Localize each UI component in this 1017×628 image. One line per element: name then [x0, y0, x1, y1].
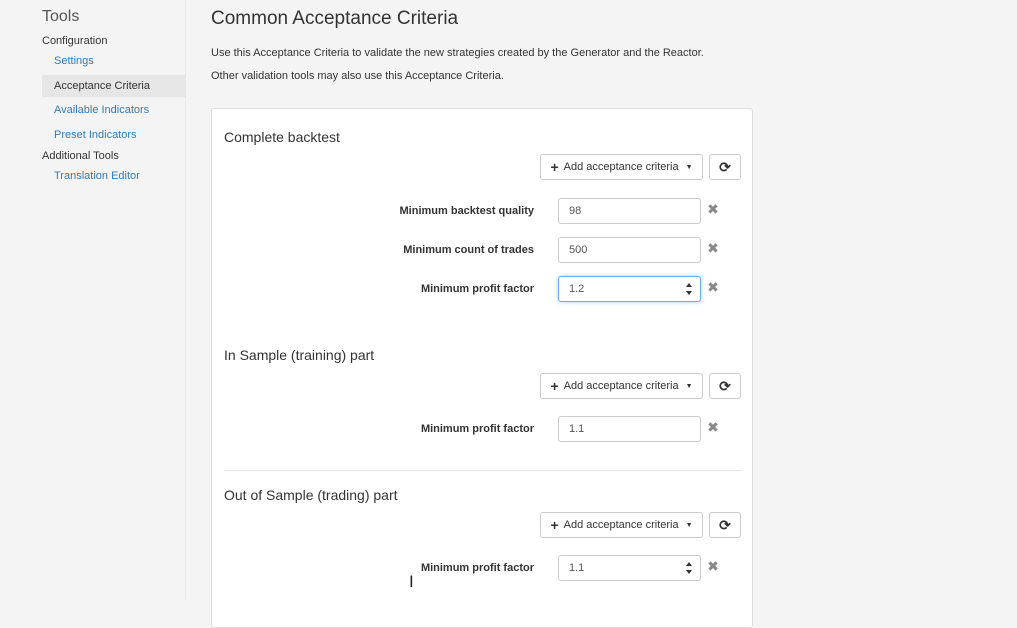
add-criteria-label: Add acceptance criteria	[563, 161, 679, 173]
text-cursor-icon: I	[409, 572, 414, 591]
remove-icon[interactable]: ✖	[707, 419, 719, 435]
criteria-label-profit-factor: Minimum profit factor	[420, 283, 534, 295]
oos-profit-factor-value: 1.1	[569, 562, 585, 574]
section-title-out-of-sample: Out of Sample (trading) part	[224, 487, 398, 503]
plus-icon: +	[550, 517, 559, 533]
criteria-label-backtest-quality: Minimum backtest quality	[399, 205, 534, 217]
refresh-button-out-of-sample[interactable]	[709, 512, 741, 538]
section-title-in-sample: In Sample (training) part	[224, 347, 375, 363]
sidebar-item-translation-editor[interactable]: Translation Editor	[54, 170, 140, 182]
add-criteria-button-out-of-sample[interactable]	[540, 512, 703, 538]
add-criteria-label: Add acceptance criteria	[563, 380, 679, 392]
section-divider	[224, 470, 742, 471]
caret-down-icon: ▼	[685, 163, 693, 171]
criteria-label-count-of-trades: Minimum count of trades	[403, 244, 534, 256]
sidebar-group-additional-tools: Additional Tools	[42, 150, 119, 162]
criteria-label-is-profit-factor: Minimum profit factor	[420, 423, 534, 435]
page-title: Common Acceptance Criteria	[211, 8, 459, 29]
sidebar-item-available-indicators[interactable]: Available Indicators	[54, 104, 150, 116]
add-criteria-label: Add acceptance criteria	[563, 519, 679, 531]
remove-icon[interactable]: ✖	[707, 240, 719, 256]
plus-icon: +	[550, 378, 559, 394]
sidebar-item-acceptance-criteria[interactable]: Acceptance Criteria	[42, 75, 186, 97]
sidebar-group-configuration: Configuration	[42, 35, 108, 47]
description-line-1: Use this Acceptance Criteria to validate the new strategies created by the Generator and the Reactor.	[211, 47, 704, 59]
remove-icon[interactable]: ✖	[707, 558, 719, 574]
spinner-icon[interactable]	[685, 283, 692, 295]
caret-down-icon: ▼	[685, 382, 693, 390]
count-of-trades-input[interactable]: 500	[558, 237, 701, 263]
add-criteria-button-complete-backtest[interactable]	[540, 154, 703, 180]
sidebar-item-settings[interactable]: Settings	[54, 55, 94, 67]
sidebar-title: Tools	[42, 8, 80, 25]
profit-factor-value: 1.2	[569, 283, 585, 295]
plus-icon: +	[550, 159, 559, 175]
spinner-icon[interactable]	[685, 562, 692, 574]
criteria-panel	[211, 108, 753, 628]
refresh-icon: ⟳	[719, 158, 731, 175]
criteria-label-oos-profit-factor: Minimum profit factor	[420, 562, 534, 574]
refresh-button-complete-backtest[interactable]	[709, 154, 741, 180]
refresh-icon: ⟳	[719, 516, 731, 533]
sidebar	[0, 0, 186, 600]
add-criteria-button-in-sample[interactable]	[540, 373, 703, 399]
caret-down-icon: ▼	[685, 521, 693, 529]
main-content	[187, 0, 1017, 600]
remove-icon[interactable]: ✖	[707, 201, 719, 217]
section-title-complete-backtest: Complete backtest	[224, 129, 340, 145]
profit-factor-input[interactable]	[558, 276, 701, 302]
oos-profit-factor-input[interactable]	[558, 555, 701, 581]
is-profit-factor-input[interactable]: 1.1	[558, 416, 701, 442]
remove-icon[interactable]: ✖	[707, 279, 719, 295]
backtest-quality-input[interactable]: 98	[558, 198, 701, 224]
description-line-2: Other validation tools may also use this Acceptance Criteria.	[211, 70, 504, 82]
refresh-button-in-sample[interactable]	[709, 373, 741, 399]
refresh-icon: ⟳	[719, 377, 731, 394]
sidebar-item-preset-indicators[interactable]: Preset Indicators	[54, 129, 137, 141]
